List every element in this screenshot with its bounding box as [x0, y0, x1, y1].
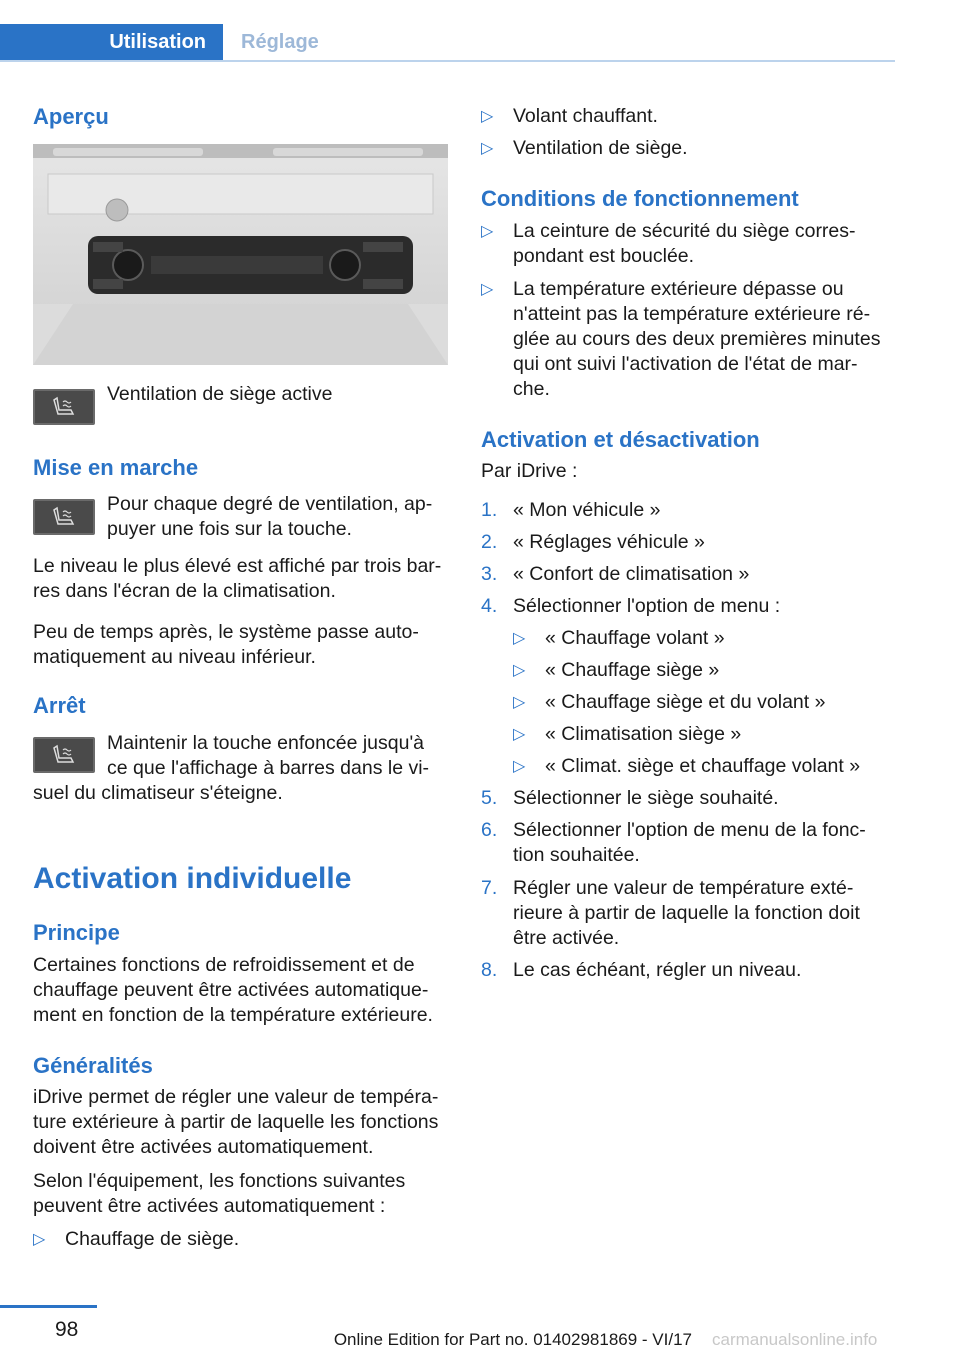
list-item-text: La température extérieure dépasse ou n'atteint pas la température extérieure ré- glée au cours des deux premières minutes qui ont suivi l'activation de l'état de mar- che.: [513, 278, 881, 400]
triangle-right-icon: ▷: [481, 223, 494, 240]
tab-reglage[interactable]: Réglage: [241, 30, 319, 53]
triangle-right-icon: ▷: [33, 1231, 46, 1248]
sub-list-item: [513, 722, 741, 747]
step-number: 4.: [481, 595, 498, 617]
triangle-right-icon: ▷: [481, 108, 494, 125]
list-item-text: Volant chauffant.: [513, 105, 658, 127]
watermark: carmanualsonline.info: [712, 1330, 878, 1349]
heading-principe: Principe: [33, 920, 120, 945]
arret-line3: suel du climatiseur s'éteigne.: [33, 782, 283, 804]
list-item: [33, 1227, 239, 1252]
arret-line2: ce que l'affichage à barres dans le vi-: [107, 757, 430, 779]
mise-p2-line2: res dans l'écran de la climatisation.: [33, 580, 336, 602]
climate-panel-photo: [33, 144, 448, 365]
header-tabs: [0, 24, 895, 62]
sub-list-item-text: « Climatisation siège »: [545, 723, 742, 745]
step-text: Sélectionner l'option de menu de la fonc- tion souhaitée.: [513, 819, 866, 866]
gen2-line1: Selon l'équipement, les fonctions suivantes: [33, 1170, 406, 1192]
sub-list-item: [513, 754, 860, 779]
step-number: 5.: [481, 787, 498, 809]
icon-caption: Ventilation de siège active: [107, 383, 333, 405]
sub-list-item: [513, 626, 725, 651]
list-item-text: Chauffage de siège.: [65, 1228, 240, 1250]
heading-arret: Arrêt: [33, 693, 86, 718]
sub-list-item-text: « Chauffage siège »: [545, 659, 720, 681]
triangle-right-icon: ▷: [513, 758, 526, 775]
triangle-right-icon: ▷: [513, 630, 526, 647]
gen-line2: ture extérieure à partir de laquelle les fonctions: [33, 1111, 439, 1133]
par-idrive: Par iDrive :: [481, 460, 578, 482]
triangle-right-icon: ▷: [513, 694, 526, 711]
page-number: 98: [55, 1318, 79, 1341]
sub-list-item-text: « Chauffage volant »: [545, 627, 725, 649]
sub-list-item-text: « Climat. siège et chauffage volant »: [545, 755, 861, 777]
list-item-text: Ventilation de siège.: [513, 137, 688, 159]
triangle-right-icon: ▷: [513, 726, 526, 743]
triangle-right-icon: ▷: [481, 140, 494, 157]
step-number: 3.: [481, 563, 498, 585]
seat-ventilation-icon: [33, 737, 95, 773]
list-item: [481, 786, 779, 811]
sub-list-item: [513, 690, 825, 715]
step-number: 8.: [481, 959, 498, 981]
seat-ventilation-icon: [33, 499, 95, 535]
step-number: 6.: [481, 819, 498, 841]
step-text: Le cas échéant, régler un niveau.: [513, 959, 802, 981]
list-item-text: La ceinture de sécurité du siège corres- pondant est bouclée.: [513, 220, 856, 267]
arret-line1: Maintenir la touche enfoncée jusqu'à: [107, 732, 425, 754]
step-text: « Mon véhicule »: [513, 499, 661, 521]
header-divider: [0, 60, 895, 62]
list-item: [481, 876, 860, 951]
mise-p3-line2: matiquement au niveau inférieur.: [33, 646, 316, 668]
step-text: Régler une valeur de température exté- rieure à partir de laquelle la fonction doit être activée.: [513, 877, 860, 949]
heading-conditions: Conditions de fonctionnement: [481, 186, 799, 211]
mise-p1-line1: Pour chaque degré de ventilation, ap-: [107, 493, 433, 515]
list-item: [481, 498, 660, 523]
gen-line1: iDrive permet de régler une valeur de tempéra-: [33, 1086, 439, 1108]
mise-p3-line1: Peu de temps après, le système passe auto-: [33, 621, 419, 643]
list-item: [481, 219, 856, 269]
tab-utilisation[interactable]: Utilisation: [0, 24, 223, 60]
list-item: [481, 277, 880, 402]
sub-list-item: [513, 658, 719, 683]
list-item: [481, 136, 688, 161]
heading-generalites: Généralités: [33, 1053, 153, 1078]
heading-apercu: Aperçu: [33, 104, 109, 129]
mise-p2-line1: Le niveau le plus élevé est affiché par trois bar-: [33, 555, 442, 577]
step-number: 2.: [481, 531, 498, 553]
triangle-right-icon: ▷: [513, 662, 526, 679]
principe-line1: Certaines fonctions de refroidissement et de: [33, 954, 415, 976]
list-item: [481, 530, 705, 555]
step-text: Sélectionner l'option de menu :: [513, 595, 781, 617]
step-number: 1.: [481, 499, 498, 521]
step-text: Sélectionner le siège souhaité.: [513, 787, 779, 809]
heading-mise-en-marche: Mise en marche: [33, 455, 199, 480]
list-item: [481, 104, 658, 129]
list-item: [481, 562, 749, 587]
sub-list-item-text: « Chauffage siège et du volant »: [545, 691, 826, 713]
seat-ventilation-icon: [33, 389, 95, 425]
principe-line3: ment en fonction de la température extérieure.: [33, 1004, 433, 1026]
list-item: [481, 818, 866, 868]
gen2-line2: peuvent être activées automatiquement :: [33, 1195, 386, 1217]
mise-p1-line2: puyer une fois sur la touche.: [107, 518, 352, 540]
heading-activation-individuelle: Activation individuelle: [33, 862, 352, 895]
footer-divider: [0, 1305, 97, 1308]
step-text: « Réglages véhicule »: [513, 531, 705, 553]
step-number: 7.: [481, 877, 498, 899]
triangle-right-icon: ▷: [481, 281, 494, 298]
heading-activation-desactivation: Activation et désactivation: [481, 427, 760, 452]
step-text: « Confort de climatisation »: [513, 563, 750, 585]
list-item: [481, 958, 801, 983]
gen-line3: doivent être activées automatiquement.: [33, 1136, 374, 1158]
list-item: [481, 594, 780, 619]
principe-line2: chauffage peuvent être activées automatique-: [33, 979, 429, 1001]
edition-note: Online Edition for Part no. 01402981869 - VI/17: [333, 1330, 692, 1349]
